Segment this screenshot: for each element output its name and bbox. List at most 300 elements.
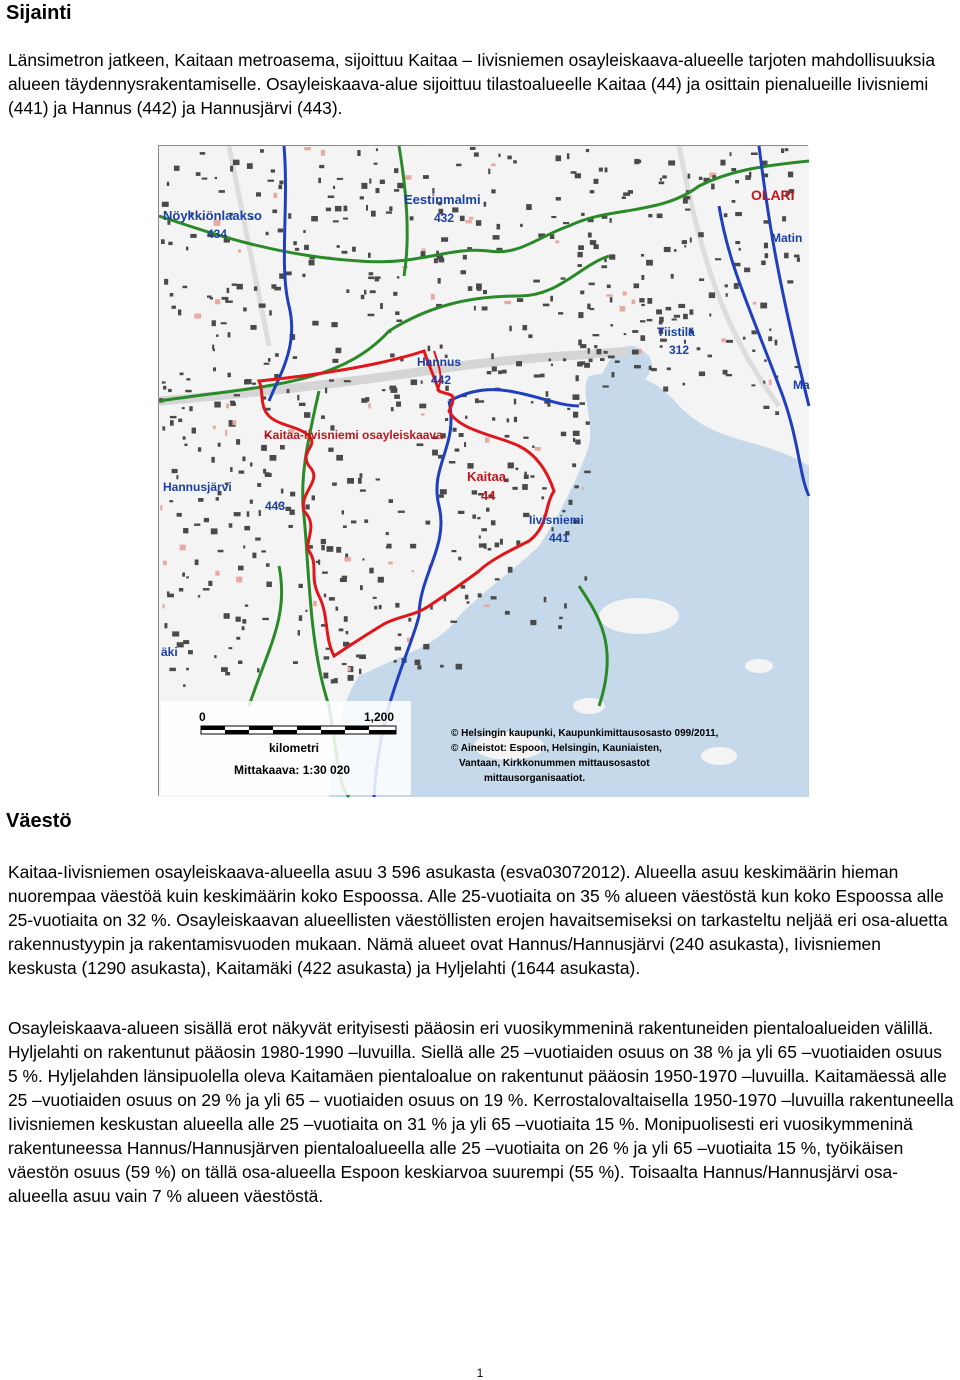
map-building	[769, 380, 772, 386]
map-building	[474, 152, 479, 156]
map-label-aki: äki	[161, 645, 178, 659]
map-building	[775, 340, 778, 346]
map-building	[522, 484, 528, 490]
map-building	[343, 218, 348, 220]
map-building	[514, 417, 517, 422]
map-building	[496, 248, 502, 251]
map-building	[584, 576, 587, 580]
map-island	[701, 747, 737, 765]
map-building	[744, 268, 750, 273]
map-building	[520, 224, 523, 227]
map-building	[752, 350, 755, 353]
map-building	[212, 320, 216, 326]
map-building	[734, 283, 739, 289]
map-building	[664, 247, 671, 252]
map-building	[483, 290, 487, 294]
vaesto-paragraph-2: Osayleiskaava-alueen sisällä erot näkyvät erityisesti pääosin eri vuosikymmeninä rakentuneiden pientaloalueiden välillä. Hyljelahti on rakentunut pääosin 1980-1990 –luvuilla. Siellä alle 25 –vuotiaiden osuus on 38 % ja yli 65 –vuotiaiden osuus 5 %. Hyljelahden länsipuolella oleva Kaitamäen pientaloalue on rakentunut pääosin 1950-1970 –luvuilla. Kaitamäessä alle 25 –vuotiaiden osuus on 29 % ja yli 65 – vuotiaiden osuus on 19 %. Kerrostalovaltaisella 1950-1970 –luvuilla rakentuneella Iivisniemen keskustan alueella alle 25 –vuotiaita on 31 % ja yli 65 –vuotiaita 15 %. Monipuolisesti eri vuosikymmeninä rakentuneessa Hannus/Hannusjärven pientaloalueella alle 25 –vuotiaita on 26 % ja yli 65 –vuotiaita 15 %, työikäisen väestön osuus (59 %) on tällä osa-alueella Espoon keskiarvoa suurempi (55 %). Toisaalta Hannus/Hannusjärvi osa-alueella asuu vain 7 % alueen väestöstä.	[8, 1018, 954, 1206]
map-label-kaitaa-number: 44	[481, 488, 496, 503]
map-building	[690, 238, 692, 243]
map-building	[218, 443, 221, 447]
map-building	[167, 182, 169, 186]
map-building	[312, 321, 318, 326]
map-building	[411, 380, 418, 386]
map-building	[395, 647, 401, 651]
map-building	[182, 573, 185, 577]
map-building	[185, 390, 191, 393]
map-building	[533, 280, 540, 283]
map-building	[293, 356, 297, 359]
map-building	[492, 417, 495, 420]
map-building	[594, 244, 599, 249]
map-building	[298, 630, 300, 635]
map-building	[180, 373, 184, 376]
map-building	[440, 489, 447, 494]
map-building	[297, 395, 299, 401]
map-building	[273, 193, 277, 198]
map-building	[561, 432, 566, 437]
map-building	[293, 241, 297, 245]
map-building	[634, 283, 640, 288]
map-building	[319, 165, 324, 168]
map-building	[288, 213, 291, 219]
map-building	[564, 603, 567, 608]
map-building	[573, 412, 578, 418]
map-building	[458, 557, 461, 561]
map-building	[458, 511, 465, 514]
map-building	[204, 518, 209, 522]
map-building	[656, 309, 662, 314]
map-building	[491, 353, 494, 359]
map-building	[261, 550, 266, 552]
map-building	[396, 402, 401, 407]
map-label-hannus: Hannus	[417, 355, 462, 369]
map-building	[321, 415, 325, 419]
map-label-noykkionlaakso: Nöykkiönlaakso	[163, 208, 262, 223]
map-building	[177, 513, 182, 517]
map-building	[304, 245, 309, 250]
map-building	[768, 336, 772, 341]
map-building	[486, 508, 490, 512]
map-building	[600, 358, 605, 361]
map-building	[775, 411, 779, 415]
map-building	[278, 185, 282, 189]
map-building	[479, 543, 485, 547]
scale-unit: kilometri	[269, 741, 320, 755]
map-building	[299, 403, 306, 406]
map-building	[340, 578, 347, 582]
map-building	[668, 160, 675, 165]
map-building	[178, 419, 182, 423]
map-building	[556, 197, 561, 201]
area-map	[158, 145, 808, 796]
map-label-olari: OLARI	[751, 187, 795, 203]
map-building	[250, 325, 256, 330]
map-building	[394, 395, 400, 399]
map-building	[216, 334, 218, 337]
map-building	[785, 148, 789, 151]
map-building	[167, 591, 170, 594]
map-building	[275, 353, 279, 357]
map-building	[753, 302, 757, 305]
map-building	[752, 330, 757, 334]
sijainti-paragraph: Länsimetron jatkeen, Kaitaan metroasema, sijoittuu Kaitaa – Iivisniemen osayleiskaava-alueelle tarjoten mahdollisuuksia alueen täydennysrakentamiselle. Osayleiskaava-alue sijoittuu tilastoalueelle Kaitaa (44) ja osittain pienalueille Iivisniemi (441) ja Hannus (442) ja Hannusjärvi (443).	[8, 50, 936, 118]
map-building	[189, 406, 192, 411]
map-building	[593, 334, 600, 336]
map-building	[224, 613, 230, 619]
map-building	[599, 168, 603, 172]
map-building	[648, 214, 652, 217]
map-building	[179, 588, 183, 592]
map-building	[239, 471, 245, 474]
map-building	[229, 523, 233, 527]
map-building	[763, 381, 765, 384]
map-building	[410, 544, 416, 549]
map-building	[697, 347, 701, 350]
map-building	[708, 355, 712, 358]
map-building	[674, 249, 676, 252]
map-building	[678, 304, 685, 308]
map-building	[781, 148, 784, 153]
map-building	[174, 166, 180, 171]
map-building	[215, 177, 217, 179]
map-building	[386, 532, 389, 535]
map-building	[660, 345, 663, 348]
map-building	[726, 340, 733, 343]
map-building	[699, 278, 704, 281]
credit-line-3: Vantaan, Kirkkonummen mittausosastot	[459, 758, 650, 769]
map-building	[782, 216, 786, 221]
section-heading-sijainti: Sijainti	[6, 2, 72, 24]
map-building	[361, 398, 367, 403]
map-building	[369, 272, 374, 275]
map-building	[321, 539, 326, 544]
map-building	[227, 288, 230, 293]
map-building	[368, 277, 374, 280]
map-building	[517, 298, 523, 302]
map-building	[765, 253, 769, 258]
map-building	[259, 510, 261, 516]
map-building	[441, 237, 448, 242]
map-building	[236, 577, 242, 583]
credit-line-1: © Helsingin kaupunki, Kaupunkimittausosasto 099/2011,	[451, 728, 719, 739]
map-building	[639, 298, 644, 302]
map-building	[547, 403, 550, 407]
map-building	[229, 647, 233, 649]
map-building	[194, 314, 201, 319]
map-building	[395, 603, 399, 608]
map-building	[163, 604, 165, 608]
map-building	[214, 655, 216, 658]
map-building	[278, 229, 283, 233]
map-label-hannusjarvi: Hannusjärvi	[163, 480, 232, 494]
map-building	[683, 314, 688, 319]
map-building	[632, 330, 638, 333]
map-building	[287, 389, 290, 393]
map-building	[651, 368, 657, 371]
map-building	[440, 665, 444, 668]
map-building	[468, 286, 473, 291]
map-building	[164, 279, 168, 285]
map-building	[421, 413, 424, 415]
map-building	[672, 319, 677, 321]
map-building	[203, 588, 210, 590]
map-building	[228, 373, 231, 378]
map-building	[581, 213, 585, 216]
map-building	[731, 168, 736, 171]
map-building	[229, 420, 233, 425]
map-building	[439, 495, 444, 498]
map-building	[594, 179, 599, 184]
map-building	[751, 384, 755, 386]
map-building	[423, 644, 429, 650]
map-building	[271, 169, 275, 172]
map-building	[690, 309, 694, 314]
map-building	[445, 418, 448, 421]
map-building	[386, 211, 392, 213]
map-building	[221, 322, 227, 324]
map-building	[228, 332, 231, 337]
map-building	[169, 500, 173, 502]
map-building	[531, 401, 534, 403]
map-building	[268, 358, 271, 362]
map-building	[329, 597, 335, 601]
map-building	[329, 379, 334, 381]
map-building	[634, 365, 641, 368]
map-building	[663, 387, 668, 392]
map-building	[487, 371, 492, 374]
map-building	[331, 679, 334, 683]
map-building	[579, 402, 585, 405]
map-building	[456, 664, 463, 670]
map-building	[334, 678, 338, 683]
map-building	[380, 303, 383, 309]
map-building	[309, 260, 315, 266]
map-building	[164, 623, 167, 628]
map-building	[230, 401, 235, 403]
map-building	[426, 521, 431, 525]
map-building	[172, 469, 178, 473]
map-building	[582, 487, 584, 490]
map-building	[299, 615, 302, 621]
map-building	[254, 286, 257, 290]
map-building	[333, 186, 335, 189]
map-building	[336, 455, 343, 461]
map-building	[238, 249, 241, 253]
map-building	[794, 255, 800, 258]
scale-max: 1,200	[364, 710, 395, 724]
map-building	[269, 310, 272, 315]
map-building	[368, 403, 371, 408]
map-building	[542, 487, 547, 489]
map-building	[245, 379, 252, 384]
map-building	[215, 571, 219, 576]
map-building	[281, 489, 284, 494]
map-building	[761, 261, 766, 266]
map-building	[662, 175, 667, 178]
map-building	[559, 617, 563, 620]
map-building	[586, 149, 589, 152]
map-building	[215, 299, 220, 304]
map-building	[698, 232, 704, 237]
map-building	[609, 254, 615, 259]
map-building	[721, 338, 725, 342]
map-building	[245, 605, 248, 607]
map-building	[328, 448, 333, 452]
map-building	[170, 293, 174, 297]
map-building	[305, 504, 309, 509]
map-building	[588, 233, 592, 238]
map-building	[218, 550, 224, 553]
map-building	[607, 285, 611, 289]
map-building	[512, 487, 517, 490]
map-building	[195, 560, 199, 566]
map-building	[551, 216, 556, 218]
map-building	[357, 150, 360, 156]
map-building	[715, 258, 721, 260]
map-building	[546, 391, 549, 397]
map-building	[481, 528, 487, 531]
map-building	[252, 383, 256, 385]
map-building	[671, 274, 674, 279]
map-building	[360, 585, 363, 590]
map-building	[449, 461, 456, 464]
map-building	[369, 179, 371, 184]
map-building	[161, 239, 165, 244]
map-building	[213, 367, 216, 371]
map-building	[699, 177, 703, 180]
map-building	[497, 224, 501, 230]
section-heading-vaesto: Väestö	[6, 810, 72, 832]
map-building	[162, 426, 165, 430]
map-building	[337, 178, 343, 180]
map-building	[507, 156, 511, 160]
map-building	[293, 661, 298, 664]
map-building	[368, 314, 375, 317]
map-building	[342, 510, 344, 514]
map-building	[256, 192, 261, 196]
map-building	[168, 389, 172, 392]
map-label-matin: Matin	[771, 231, 803, 245]
map-building	[685, 209, 690, 211]
map-building	[763, 406, 769, 409]
map-building	[640, 335, 645, 341]
map-building	[318, 560, 320, 565]
map-building	[389, 206, 392, 211]
map-building	[207, 296, 212, 298]
map-building	[421, 381, 423, 384]
map-building	[610, 218, 612, 223]
map-building	[376, 478, 380, 480]
map-building	[411, 570, 414, 572]
map-building	[561, 277, 566, 279]
map-building	[709, 292, 715, 298]
map-building	[469, 217, 473, 220]
map-building	[438, 278, 441, 284]
map-building	[348, 667, 351, 671]
map-building	[214, 402, 221, 408]
map-building	[586, 421, 590, 424]
map-building	[183, 640, 189, 644]
map-building	[641, 254, 644, 257]
map-building	[580, 291, 584, 295]
map-building	[605, 168, 608, 173]
map-building	[590, 308, 595, 310]
map-building	[343, 525, 347, 528]
map-building	[509, 326, 512, 332]
map-building	[476, 220, 481, 226]
map-building	[405, 175, 412, 179]
map-building	[211, 528, 218, 534]
map-building	[735, 212, 742, 216]
map-building	[344, 557, 351, 561]
map-building	[465, 595, 469, 600]
map-building	[532, 445, 534, 448]
map-building	[221, 667, 228, 672]
map-building	[272, 210, 277, 214]
map-building	[764, 359, 767, 362]
map-building	[370, 290, 376, 293]
map-building	[667, 368, 671, 371]
map-building	[361, 295, 365, 299]
map-building	[610, 297, 613, 302]
map-building	[415, 660, 421, 666]
map-building	[550, 296, 553, 302]
map-building	[610, 324, 613, 326]
map-building	[190, 234, 196, 238]
map-building	[288, 525, 293, 528]
map-building	[279, 181, 283, 185]
map-building	[394, 168, 398, 173]
map-building	[366, 205, 368, 211]
map-building	[333, 220, 339, 222]
map-building	[465, 220, 471, 223]
map-building	[346, 289, 349, 293]
map-building	[344, 206, 348, 212]
map-building	[432, 450, 438, 456]
map-building	[485, 437, 489, 443]
map-building	[250, 500, 253, 504]
map-building	[659, 182, 665, 185]
map-building	[183, 528, 188, 533]
map-building	[359, 669, 361, 674]
map-building	[450, 621, 457, 623]
map-building	[247, 511, 250, 517]
map-building	[541, 496, 544, 499]
map-building	[491, 189, 495, 193]
map-building	[491, 596, 497, 599]
map-building	[622, 197, 626, 200]
map-building	[528, 334, 532, 338]
map-building	[194, 524, 200, 526]
map-building	[459, 433, 464, 437]
map-building	[183, 436, 186, 439]
map-building	[255, 538, 261, 541]
map-building	[524, 472, 527, 477]
map-building	[477, 517, 480, 519]
map-building	[163, 386, 166, 390]
map-building	[163, 561, 167, 566]
map-building	[243, 545, 245, 548]
map-building	[558, 625, 562, 629]
map-building	[419, 404, 426, 409]
map-building	[500, 539, 503, 545]
map-building	[160, 505, 162, 510]
map-building	[238, 661, 242, 665]
map-building	[339, 629, 344, 632]
map-building	[465, 416, 467, 419]
map-building	[386, 546, 388, 549]
map-building	[257, 668, 260, 672]
